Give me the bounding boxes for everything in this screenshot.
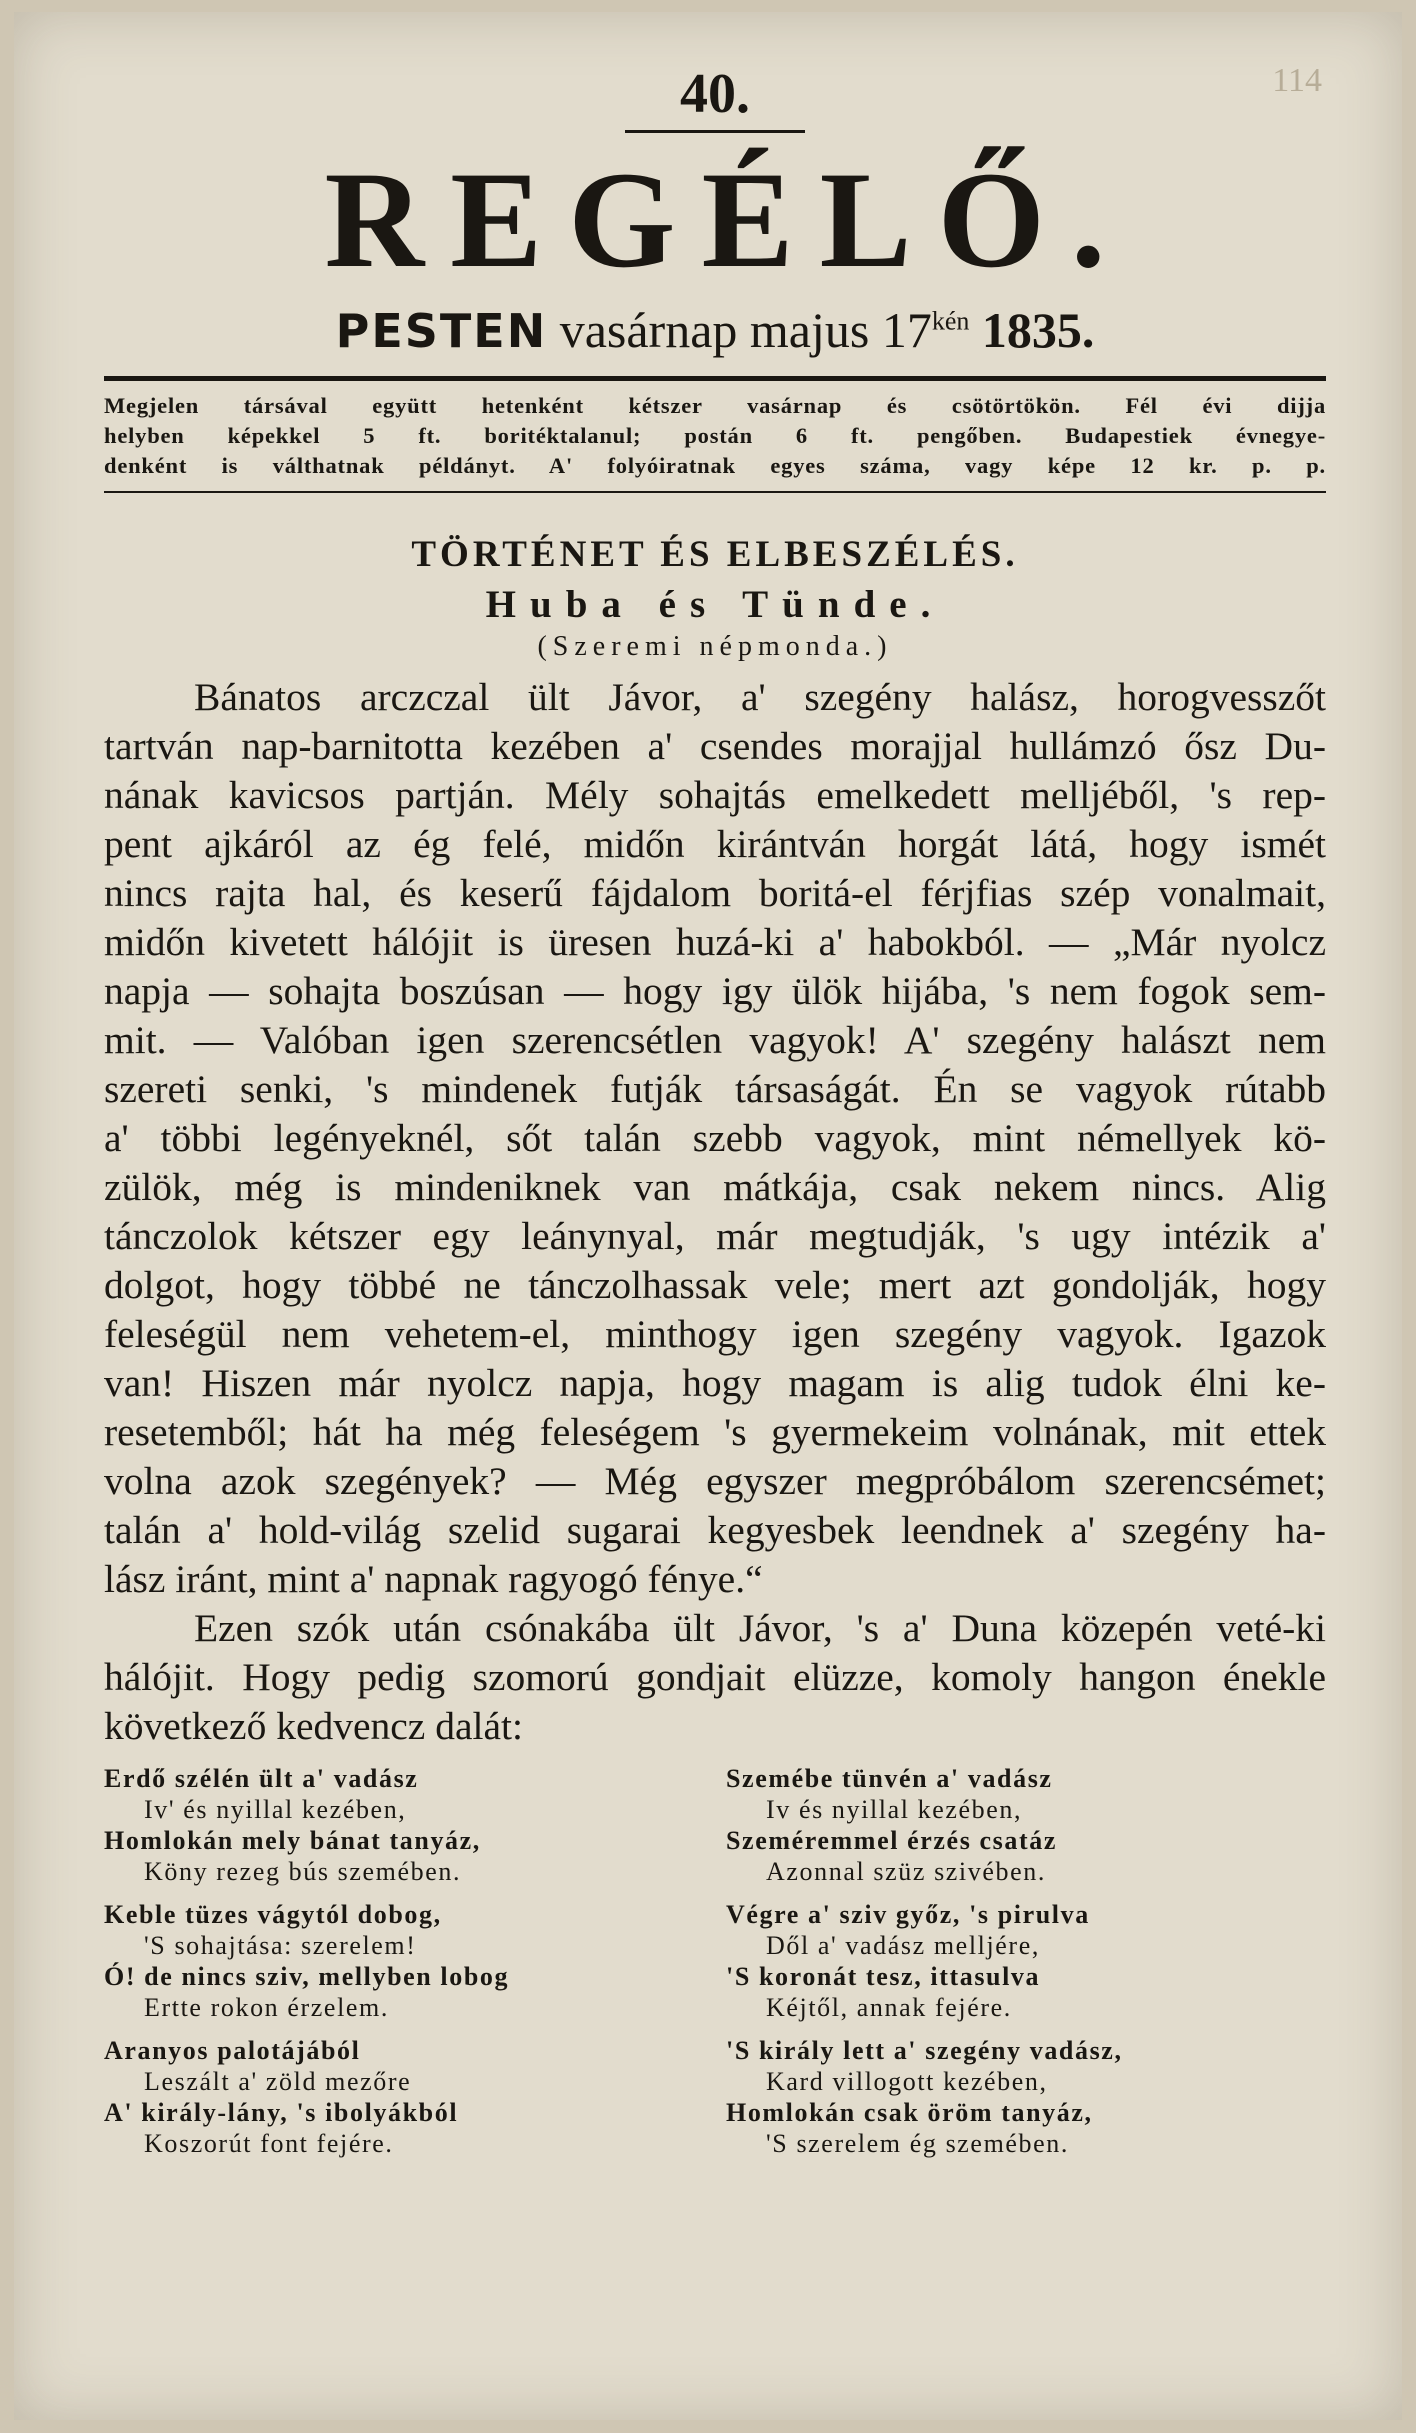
poem-stanza <box>104 2035 704 2159</box>
verse-line: Keble tüzes vágytól dobog, <box>104 1899 442 1929</box>
verse-line: Azonnal szüz szivében. <box>766 1856 1046 1886</box>
page-content <box>104 64 1326 2171</box>
verse-line: Kéjtől, annak fejére. <box>766 1992 1012 2022</box>
text-line: a' többi legényeknél, sőt talán szebb vagyok, mint némellyek kö- <box>104 1115 1326 1160</box>
notice-line: denként is válthatnak példányt. A' folyóiratnak egyes száma, vagy képe 12 kr. p. p. <box>104 452 1326 478</box>
poem-stanza <box>104 1763 704 1887</box>
text-line: Bánatos arczczal ült Jávor, a' szegény halász, horogvesszőt <box>194 674 1326 719</box>
text-line: van! Hiszen már nyolcz napja, hogy magam is alig tudok élni ke- <box>104 1360 1326 1405</box>
story-title: Huba és Tünde. <box>485 582 945 626</box>
text-line: hálójit. Hogy pedig szomorú gondjait elüzze, komoly hangon énekle <box>104 1654 1326 1699</box>
text-line: tartván nap-barnitotta kezében a' csendes morajjal hullámzó ősz Du- <box>104 723 1326 768</box>
verse-line: Iv' és nyillal kezében, <box>144 1794 407 1824</box>
dateline-year: 1835. <box>981 301 1095 358</box>
poem-stanza <box>726 1763 1326 1887</box>
poem-stanza <box>104 1899 704 2023</box>
dateline <box>104 303 1326 358</box>
poem-column-left <box>104 1763 704 2171</box>
text-line: volna azok szegények? — Még egyszer megpróbálom szerencsémet; <box>104 1458 1326 1503</box>
verse-line: Koszorút font fejére. <box>144 2128 394 2158</box>
verse-line: Kard villogott kezében, <box>766 2066 1048 2096</box>
text-line: talán a' hold-világ szelid sugarai kegyesbek leendnek a' szegény ha- <box>104 1507 1326 1552</box>
text-line: resetemből; hát ha még feleségem 's gyermekeim volnának, mit ettek <box>104 1409 1326 1454</box>
poem <box>104 1763 1326 2171</box>
issue-number: 40. <box>680 63 750 125</box>
verse-line: Köny rezeg bús szemében. <box>144 1856 462 1886</box>
notice-line: helyben képekkel 5 ft. boritéktalanul; postán 6 ft. pengőben. Budapestiek évnegye- <box>104 422 1326 448</box>
text-line: következő kedvencz dalát: <box>104 1703 523 1748</box>
verse-line: Ó! de nincs sziv, mellyben lobog <box>104 1961 510 1991</box>
section-title: TÖRTÉNET ÉS ELBESZÉLÉS. <box>411 533 1019 575</box>
dateline-city: PESTEN <box>335 303 548 358</box>
text-line: nincs rajta hal, és keserű fájdalom boritá-el férjfias szép vonalmait, <box>104 870 1326 915</box>
poem-stanza <box>726 2035 1326 2159</box>
newspaper-page <box>14 12 1402 2420</box>
text-line: Ezen szók után csónakába ült Jávor, 's a' Duna közepén veté-ki <box>194 1605 1326 1650</box>
verse-line: Ertte rokon érzelem. <box>144 1992 389 2022</box>
notice-rule <box>104 491 1326 493</box>
verse-line: 'S sohajtása: szerelem! <box>144 1930 417 1960</box>
verse-line: Iv és nyillal kezében, <box>766 1794 1023 1824</box>
masthead-title: REGÉLŐ. <box>324 142 1132 296</box>
bleed-through-page-number: 114 <box>1272 62 1322 99</box>
verse-line: Aranyos palotájából <box>104 2035 361 2065</box>
verse-line: A' király-lány, 's ibolyákból <box>104 2097 459 2127</box>
dateline-date-suffix: kén <box>931 305 970 335</box>
verse-line: Homlokán mely bánat tanyáz, <box>104 1825 481 1855</box>
verse-line: 'S szerelem ég szemében. <box>766 2128 1069 2158</box>
text-line: pent ajkáról az ég felé, midőn kirántván horgát látá, hogy ismét <box>104 821 1326 866</box>
issue-underline <box>625 130 805 133</box>
verse-line: 'S koronát tesz, ittasulva <box>726 1961 1041 1991</box>
masthead-rule <box>104 376 1326 381</box>
verse-line: Szemébe tünvén a' vadász <box>726 1763 1053 1793</box>
verse-line: Leszált a' zöld mezőre <box>144 2066 412 2096</box>
text-line: lász iránt, mint a' napnak ragyogó fénye.“ <box>104 1556 763 1601</box>
verse-line: Végre a' sziv győz, 's pirulva <box>726 1899 1090 1929</box>
text-line: szereti senki, 's mindenek futják társaságát. Én se vagyok rútabb <box>104 1066 1326 1111</box>
poem-stanza <box>726 1899 1326 2023</box>
text-line: midőn kivetett hálójit is üresen huzá-ki a' habokból. — „Már nyolcz <box>104 919 1326 964</box>
verse-line: 'S király lett a' szegény vadász, <box>726 2035 1123 2065</box>
subscription-notice <box>104 391 1326 481</box>
poem-column-right <box>726 1763 1326 2171</box>
verse-line: Dől a' vadász melljére, <box>766 1930 1040 1960</box>
text-line: napja — sohajta boszúsan — hogy igy ülök hijába, 's nem fogok sem- <box>104 968 1326 1013</box>
verse-line: Erdő szélén ült a' vadász <box>104 1763 419 1793</box>
text-line: dolgot, hogy többé ne tánczolhassak vele; mert azt gondolják, hogy <box>104 1262 1326 1307</box>
text-line: nának kavicsos partján. Mély sohajtás emelkedett melljéből, 's rep- <box>104 772 1326 817</box>
story-paragraph-1 <box>104 673 1326 1604</box>
text-line: feleségül nem vehetem-el, minthogy igen szegény vagyok. Igazok <box>104 1311 1326 1356</box>
notice-line: Megjelen társával együtt hetenként kétszer vasárnap és csötörtökön. Fél évi dijja <box>104 392 1326 418</box>
dateline-date: vasárnap majus 17 <box>559 301 932 358</box>
text-line: mit. — Valóban igen szerencsétlen vagyok! A' szegény halászt nem <box>104 1017 1326 1062</box>
verse-line: Szeméremmel érzés csatáz <box>726 1825 1057 1855</box>
text-line: tánczolok kétszer egy leánynyal, már megtudják, 's ugy intézik a' <box>104 1213 1326 1258</box>
story-subtitle: (Szeremi népmonda.) <box>537 630 893 662</box>
story-paragraph-2 <box>104 1604 1326 1751</box>
text-line: zülök, még is mindeniknek van mátkája, csak nekem nincs. Alig <box>104 1164 1326 1209</box>
verse-line: Homlokán csak öröm tanyáz, <box>726 2097 1093 2127</box>
